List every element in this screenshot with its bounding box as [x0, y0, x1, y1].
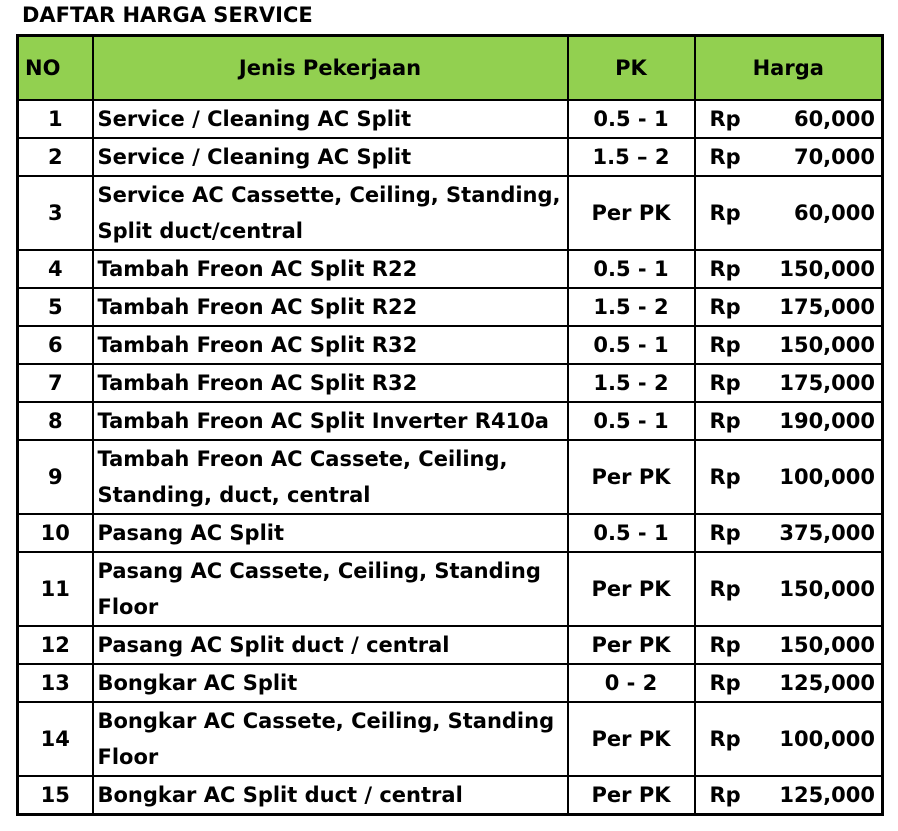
cell-job: Tambah Freon AC Split R22 [93, 250, 568, 288]
table-row [18, 250, 883, 288]
table-row [18, 176, 883, 250]
cell-no: 5 [18, 288, 93, 326]
price-value: 70,000 [793, 145, 875, 169]
cell-no: 3 [18, 176, 93, 250]
currency-label: Rp [709, 145, 741, 169]
cell-no: 1 [18, 100, 93, 138]
cell-job: Bongkar AC Cassete, Ceiling, Standing Floor [93, 702, 568, 776]
table-row [18, 702, 883, 776]
column-header-no: NO [18, 36, 93, 101]
cell-job: Pasang AC Cassete, Ceiling, Standing Floor [93, 552, 568, 626]
cell-pk: Per PK [568, 702, 695, 776]
cell-no: 8 [18, 402, 93, 440]
cell-price [695, 176, 883, 250]
currency-label: Rp [709, 107, 741, 131]
cell-pk: 0.5 - 1 [568, 100, 695, 138]
price-value: 150,000 [779, 633, 875, 657]
cell-no: 2 [18, 138, 93, 176]
cell-no: 9 [18, 440, 93, 514]
cell-pk: 0.5 - 1 [568, 514, 695, 552]
price-value: 100,000 [779, 465, 875, 489]
cell-no: 14 [18, 702, 93, 776]
currency-label: Rp [709, 465, 741, 489]
cell-price [695, 514, 883, 552]
currency-label: Rp [709, 671, 741, 695]
cell-price [695, 440, 883, 514]
page-title: DAFTAR HARGA SERVICE [22, 3, 313, 27]
cell-no: 6 [18, 326, 93, 364]
currency-label: Rp [709, 295, 741, 319]
cell-job: Bongkar AC Split duct / central [93, 776, 568, 815]
cell-no: 11 [18, 552, 93, 626]
cell-no: 15 [18, 776, 93, 815]
currency-label: Rp [709, 409, 741, 433]
cell-price [695, 138, 883, 176]
currency-label: Rp [709, 333, 741, 357]
cell-pk: 1.5 – 2 [568, 138, 695, 176]
price-value: 190,000 [779, 409, 875, 433]
cell-job: Tambah Freon AC Split R22 [93, 288, 568, 326]
price-value: 60,000 [793, 201, 875, 225]
table-row [18, 626, 883, 664]
cell-pk: 0 - 2 [568, 664, 695, 702]
column-header-price: Harga [695, 36, 883, 101]
cell-job: Bongkar AC Split [93, 664, 568, 702]
cell-job: Tambah Freon AC Split Inverter R410a [93, 402, 568, 440]
cell-pk: Per PK [568, 440, 695, 514]
price-value: 125,000 [779, 783, 875, 807]
price-value: 125,000 [779, 671, 875, 695]
cell-job: Service AC Cassette, Ceiling, Standing, Split duct/central [93, 176, 568, 250]
cell-pk: 0.5 - 1 [568, 402, 695, 440]
table-row [18, 402, 883, 440]
price-value: 375,000 [779, 521, 875, 545]
cell-price [695, 552, 883, 626]
cell-pk: Per PK [568, 626, 695, 664]
table-body [18, 100, 883, 815]
cell-no: 13 [18, 664, 93, 702]
price-value: 100,000 [779, 727, 875, 751]
cell-pk: Per PK [568, 552, 695, 626]
cell-job: Pasang AC Split [93, 514, 568, 552]
currency-label: Rp [709, 257, 741, 281]
cell-job: Tambah Freon AC Split R32 [93, 364, 568, 402]
cell-pk: 0.5 - 1 [568, 250, 695, 288]
table-row [18, 776, 883, 815]
price-value: 150,000 [779, 333, 875, 357]
cell-pk: 1.5 - 2 [568, 364, 695, 402]
cell-pk: Per PK [568, 176, 695, 250]
currency-label: Rp [709, 783, 741, 807]
table-row [18, 364, 883, 402]
cell-price [695, 100, 883, 138]
cell-price [695, 626, 883, 664]
price-table [16, 34, 884, 816]
cell-price [695, 664, 883, 702]
price-value: 150,000 [779, 577, 875, 601]
cell-no: 12 [18, 626, 93, 664]
cell-pk: Per PK [568, 776, 695, 815]
currency-label: Rp [709, 577, 741, 601]
price-value: 150,000 [779, 257, 875, 281]
price-value: 175,000 [779, 371, 875, 395]
table-row [18, 288, 883, 326]
cell-no: 4 [18, 250, 93, 288]
cell-no: 7 [18, 364, 93, 402]
price-value: 175,000 [779, 295, 875, 319]
cell-no: 10 [18, 514, 93, 552]
table-row [18, 664, 883, 702]
cell-price [695, 326, 883, 364]
cell-job: Tambah Freon AC Cassete, Ceiling, Standing, duct, central [93, 440, 568, 514]
table-row [18, 514, 883, 552]
cell-job: Pasang AC Split duct / central [93, 626, 568, 664]
header-row [18, 36, 883, 101]
cell-pk: 0.5 - 1 [568, 326, 695, 364]
table-row [18, 138, 883, 176]
column-header-job: Jenis Pekerjaan [93, 36, 568, 101]
cell-job: Tambah Freon AC Split R32 [93, 326, 568, 364]
currency-label: Rp [709, 371, 741, 395]
table-row [18, 100, 883, 138]
cell-price [695, 364, 883, 402]
table-row [18, 552, 883, 626]
cell-price [695, 776, 883, 815]
cell-job: Service / Cleaning AC Split [93, 138, 568, 176]
currency-label: Rp [709, 633, 741, 657]
price-value: 60,000 [793, 107, 875, 131]
cell-price [695, 250, 883, 288]
cell-job: Service / Cleaning AC Split [93, 100, 568, 138]
cell-price [695, 702, 883, 776]
currency-label: Rp [709, 727, 741, 751]
cell-pk: 1.5 - 2 [568, 288, 695, 326]
currency-label: Rp [709, 201, 741, 225]
table-row [18, 440, 883, 514]
column-header-pk: PK [568, 36, 695, 101]
cell-price [695, 288, 883, 326]
table-row [18, 326, 883, 364]
cell-price [695, 402, 883, 440]
currency-label: Rp [709, 521, 741, 545]
